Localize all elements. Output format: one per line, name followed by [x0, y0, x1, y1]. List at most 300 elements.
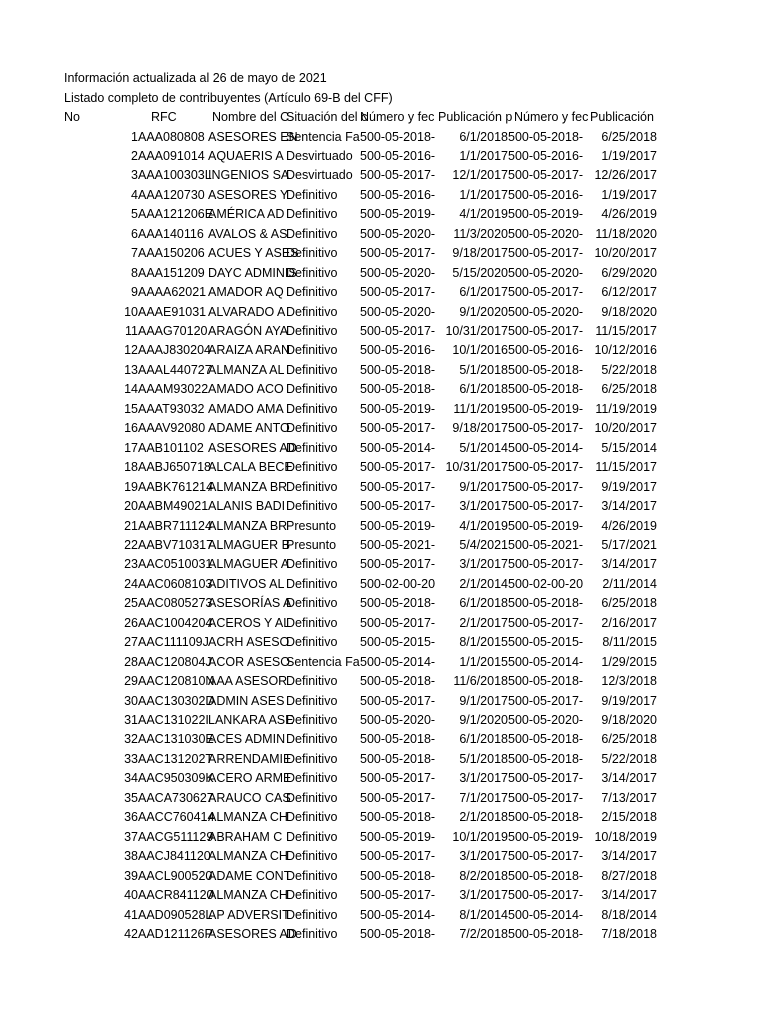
cell-situation: Definitivo — [286, 499, 338, 514]
header-publication: Publicación p — [438, 110, 513, 124]
cell-situation: Definitivo — [286, 751, 338, 766]
cell-name: ARAGÓN AYA — [208, 324, 289, 338]
cell-publication-2: 3/14/2017 — [601, 849, 657, 864]
cell-publication: 10/31/2017 — [445, 324, 508, 338]
table-row — [0, 166, 768, 185]
cell-publication: 10/1/2019 — [452, 829, 508, 844]
cell-publication: 3/1/2017 — [459, 557, 508, 572]
cell-num-date: 500-05-2017- — [360, 499, 436, 514]
cell-rfc: AAAJ830204 — [138, 343, 211, 358]
table-row — [0, 400, 768, 419]
cell-publication-2: 10/20/2017 — [594, 246, 657, 261]
cell-rfc: AAC131202T — [138, 751, 214, 766]
cell-rfc: AACR841120 — [138, 888, 214, 903]
header-name: Nombre del C — [212, 110, 290, 124]
cell-publication: 5/1/2018 — [459, 362, 508, 377]
cell-name: AMADO ACO — [208, 382, 284, 397]
cell-publication-2: 5/15/2014 — [601, 440, 657, 455]
cell-num-date-2: 500-02-00-20 — [508, 576, 584, 591]
cell-no: 15 — [124, 401, 138, 416]
cell-name: ASESORES Y — [208, 187, 289, 202]
cell-situation: Definitivo — [286, 907, 338, 922]
cell-rfc: AAC950309K — [138, 771, 214, 786]
cell-publication: 2/1/2017 — [459, 615, 508, 630]
cell-situation: Definitivo — [286, 440, 338, 455]
cell-no: 3 — [131, 168, 138, 183]
cell-rfc: AAAL440727 — [138, 362, 212, 377]
cell-num-date: 500-05-2019- — [360, 401, 436, 416]
cell-situation: Definitivo — [286, 576, 338, 591]
table-row — [0, 380, 768, 399]
cell-num-date-2: 500-05-2017- — [508, 888, 584, 903]
table-row — [0, 555, 768, 574]
cell-publication: 9/1/2017 — [459, 479, 508, 494]
cell-num-date-2: 500-05-2017- — [508, 771, 584, 786]
cell-rfc: AAAT93032 — [138, 401, 205, 416]
cell-num-date: 500-05-2020- — [360, 713, 436, 727]
cell-num-date-2: 500-05-2016- — [508, 148, 584, 163]
cell-num-date: 500-05-2018- — [360, 868, 436, 883]
cell-rfc: AAD090528L — [138, 907, 213, 922]
cell-num-date: 500-05-2017- — [360, 849, 436, 864]
cell-publication-2: 8/18/2014 — [601, 907, 657, 922]
cell-num-date: 500-05-2017- — [360, 888, 436, 903]
cell-num-date: 500-05-2019- — [360, 207, 436, 222]
cell-num-date-2: 500-05-2018- — [508, 362, 584, 377]
cell-no: 19 — [124, 479, 138, 494]
cell-publication-2: 2/16/2017 — [601, 615, 657, 630]
cell-no: 13 — [124, 362, 138, 377]
table-row — [0, 497, 768, 516]
cell-rfc: AAB101102 — [138, 440, 204, 455]
table-row — [0, 225, 768, 244]
cell-no: 16 — [124, 421, 138, 436]
cell-publication: 2/1/2018 — [459, 810, 508, 825]
cell-publication: 1/1/2015 — [459, 654, 508, 669]
cell-no: 21 — [124, 518, 138, 533]
cell-situation: Definitivo — [286, 246, 338, 261]
table-row — [0, 186, 768, 205]
cell-publication: 6/1/2018 — [459, 129, 508, 144]
cell-name: ACRH ASESO — [208, 635, 290, 650]
table-row — [0, 614, 768, 633]
table-row — [0, 419, 768, 438]
cell-num-date: 500-05-2018- — [360, 674, 436, 689]
cell-name: ACEROS Y AL — [208, 615, 291, 630]
cell-rfc: AAA091014 — [138, 148, 205, 163]
cell-situation: Desvirtuado — [286, 168, 353, 183]
cell-no: 27 — [124, 635, 138, 650]
cell-publication: 11/1/2019 — [453, 401, 508, 416]
cell-situation: Definitivo — [286, 674, 338, 689]
cell-name: ALMANZA BR — [208, 518, 288, 533]
cell-publication: 9/18/2017 — [452, 421, 508, 436]
cell-name: ALMANZA CH — [208, 810, 288, 825]
cell-publication: 5/1/2018 — [459, 751, 508, 766]
cell-name: ARAUCO CAS — [208, 790, 291, 805]
cell-no: 41 — [124, 907, 138, 922]
cell-rfc: AAC0805273 — [138, 596, 213, 611]
table-row — [0, 361, 768, 380]
cell-publication: 7/2/2018 — [459, 926, 508, 941]
cell-num-date-2: 500-05-2017- — [508, 168, 584, 183]
cell-situation: Definitivo — [286, 713, 338, 727]
cell-num-date: 500-05-2017- — [360, 615, 436, 630]
cell-no: 25 — [124, 596, 138, 611]
header-publication-2: Publicación — [590, 110, 654, 124]
cell-name: INGENIOS SA — [208, 168, 290, 183]
cell-publication-2: 6/25/2018 — [601, 732, 657, 747]
cell-no: 5 — [131, 207, 138, 222]
cell-publication: 8/2/2018 — [459, 868, 508, 883]
cell-situation: Definitivo — [286, 460, 338, 475]
cell-rfc: AABV710317 — [138, 537, 214, 552]
table-row — [0, 808, 768, 827]
table-row — [0, 517, 768, 536]
cell-rfc: AACL900520 — [138, 868, 213, 883]
table-row — [0, 886, 768, 905]
cell-rfc: AAC0510031 — [138, 557, 213, 572]
cell-publication-2: 9/18/2020 — [601, 713, 657, 727]
cell-name: AAA ASESOR — [208, 674, 288, 689]
cell-publication-2: 1/19/2017 — [601, 187, 657, 202]
cell-publication-2: 12/26/2017 — [594, 168, 657, 183]
cell-num-date: 500-05-2014- — [360, 440, 436, 455]
cell-publication-2: 7/13/2017 — [601, 790, 657, 805]
info-line: Información actualizada al 26 de mayo de 2021 — [64, 71, 327, 85]
cell-rfc: AAA120730 — [138, 187, 205, 202]
cell-num-date-2: 500-05-2020- — [508, 713, 584, 727]
cell-num-date-2: 500-05-2019- — [508, 829, 584, 844]
cell-no: 24 — [124, 576, 138, 591]
cell-publication-2: 2/15/2018 — [601, 810, 657, 825]
cell-num-date: 500-05-2017- — [360, 790, 436, 805]
cell-publication-2: 11/18/2020 — [595, 226, 657, 241]
cell-publication-2: 8/27/2018 — [601, 868, 657, 883]
header-no: No — [64, 110, 80, 124]
cell-rfc: AAAA62021 — [138, 285, 207, 300]
cell-num-date: 500-05-2018- — [360, 810, 436, 825]
cell-num-date-2: 500-05-2018- — [508, 129, 584, 144]
cell-publication-2: 10/20/2017 — [594, 421, 657, 436]
cell-rfc: AABK761214 — [138, 479, 214, 494]
cell-no: 40 — [124, 888, 138, 903]
cell-publication: 3/1/2017 — [459, 888, 508, 903]
cell-situation: Desvirtuado — [286, 148, 353, 163]
cell-no: 4 — [131, 187, 138, 202]
cell-num-date-2: 500-05-2016- — [508, 343, 584, 358]
cell-publication-2: 4/26/2019 — [601, 518, 657, 533]
cell-situation: Definitivo — [286, 557, 338, 572]
cell-num-date: 500-05-2018- — [360, 732, 436, 747]
cell-num-date-2: 500-05-2018- — [508, 751, 584, 766]
cell-name: ALMAGUER B — [208, 537, 290, 552]
cell-rfc: AAC120804J — [138, 654, 212, 669]
cell-name: ADMIN ASES — [208, 693, 285, 708]
table-row — [0, 730, 768, 749]
cell-situation: Definitivo — [286, 382, 338, 397]
cell-rfc: AAA121206E — [138, 207, 214, 222]
cell-rfc: AACA730627 — [138, 790, 214, 805]
cell-no: 20 — [124, 499, 138, 514]
cell-situation: Definitivo — [286, 771, 338, 786]
cell-rfc: AAAG70120 — [138, 324, 208, 338]
cell-num-date: 500-05-2014- — [360, 654, 436, 669]
cell-num-date-2: 500-05-2017- — [508, 849, 584, 864]
cell-publication-2: 3/14/2017 — [601, 771, 657, 786]
cell-num-date: 500-02-00-20 — [360, 576, 436, 591]
cell-publication-2: 5/17/2021 — [601, 537, 657, 552]
cell-situation: Definitivo — [286, 479, 338, 494]
cell-no: 22 — [124, 537, 138, 552]
cell-name: ASESORÍAS A — [208, 596, 292, 611]
cell-no: 12 — [124, 343, 138, 358]
cell-publication: 8/1/2015 — [459, 635, 508, 650]
cell-rfc: AACG511129 — [138, 829, 214, 844]
cell-num-date: 500-05-2017- — [360, 460, 436, 475]
cell-publication-2: 6/25/2018 — [601, 596, 657, 611]
cell-publication-2: 5/22/2018 — [601, 362, 657, 377]
cell-publication: 1/1/2017 — [459, 187, 508, 202]
cell-num-date-2: 500-05-2017- — [508, 324, 584, 338]
cell-num-date: 500-05-2016- — [360, 187, 436, 202]
cell-no: 1 — [131, 129, 138, 144]
cell-no: 10 — [124, 304, 138, 319]
cell-no: 39 — [124, 868, 138, 883]
cell-rfc: AAA150206 — [138, 246, 205, 261]
cell-situation: Definitivo — [286, 362, 338, 377]
table-row — [0, 925, 768, 944]
table-row — [0, 867, 768, 886]
cell-situation: Presunto — [286, 537, 337, 552]
cell-name: AP ADVERSIT — [208, 907, 290, 922]
cell-num-date: 500-05-2018- — [360, 751, 436, 766]
cell-name: DAYC ADMINIS — [208, 265, 297, 280]
cell-num-date: 500-05-2017- — [360, 421, 436, 436]
cell-num-date: 500-05-2018- — [360, 129, 436, 144]
table-row — [0, 847, 768, 866]
cell-name: ACOR ASESO — [208, 654, 290, 669]
header-num-date: Número y fec — [360, 110, 435, 124]
cell-situation: Definitivo — [286, 868, 338, 883]
cell-publication-2: 2/11/2014 — [602, 576, 657, 591]
cell-num-date-2: 500-05-2019- — [508, 207, 584, 222]
cell-publication-2: 11/15/2017 — [595, 324, 657, 338]
cell-num-date: 500-05-2018- — [360, 362, 436, 377]
cell-no: 32 — [124, 732, 138, 747]
cell-publication: 11/6/2018 — [453, 674, 508, 689]
cell-num-date-2: 500-05-2017- — [508, 557, 584, 572]
cell-publication: 6/1/2017 — [459, 285, 508, 300]
cell-publication: 5/15/2020 — [452, 265, 508, 280]
cell-publication: 6/1/2018 — [459, 596, 508, 611]
cell-publication: 7/1/2017 — [459, 790, 508, 805]
table-row — [0, 692, 768, 711]
cell-publication-2: 11/19/2019 — [595, 401, 657, 416]
table-row — [0, 439, 768, 458]
table-row — [0, 205, 768, 224]
cell-num-date-2: 500-05-2018- — [508, 926, 584, 941]
table-row — [0, 478, 768, 497]
table-row — [0, 575, 768, 594]
cell-name: ARAIZA ARAN — [208, 343, 290, 358]
cell-num-date: 500-05-2017- — [360, 285, 436, 300]
cell-no: 38 — [124, 849, 138, 864]
table-row — [0, 536, 768, 555]
cell-publication-2: 3/14/2017 — [601, 888, 657, 903]
cell-num-date-2: 500-05-2017- — [508, 615, 584, 630]
cell-num-date-2: 500-05-2014- — [508, 440, 584, 455]
cell-name: AMADOR AQ — [208, 285, 284, 300]
table-row — [0, 244, 768, 263]
cell-rfc: AABR711124 — [138, 518, 212, 533]
cell-publication-2: 7/18/2018 — [601, 926, 657, 941]
cell-situation: Definitivo — [286, 207, 338, 222]
cell-rfc: AAA100303L — [138, 168, 212, 183]
cell-num-date-2: 500-05-2014- — [508, 654, 584, 669]
cell-num-date-2: 500-05-2017- — [508, 421, 584, 436]
cell-num-date: 500-05-2016- — [360, 343, 436, 358]
cell-no: 9 — [131, 285, 138, 300]
cell-num-date: 500-05-2020- — [360, 265, 436, 280]
cell-publication-2: 9/19/2017 — [601, 693, 657, 708]
cell-num-date-2: 500-05-2018- — [508, 810, 584, 825]
table-row — [0, 906, 768, 925]
cell-situation: Definitivo — [286, 635, 338, 650]
cell-num-date: 500-05-2019- — [360, 518, 436, 533]
cell-num-date-2: 500-05-2017- — [508, 790, 584, 805]
cell-publication-2: 6/12/2017 — [601, 285, 657, 300]
cell-publication-2: 1/29/2015 — [601, 654, 657, 669]
cell-num-date-2: 500-05-2018- — [508, 732, 584, 747]
cell-publication-2: 10/18/2019 — [594, 829, 657, 844]
cell-no: 34 — [124, 771, 138, 786]
cell-publication: 9/1/2020 — [459, 304, 508, 319]
cell-num-date: 500-05-2017- — [360, 324, 436, 338]
cell-situation: Definitivo — [286, 324, 338, 338]
cell-name: ALMANZA CH — [208, 888, 288, 903]
cell-publication-2: 9/19/2017 — [601, 479, 657, 494]
cell-num-date: 500-05-2017- — [360, 557, 436, 572]
cell-num-date-2: 500-05-2017- — [508, 460, 584, 475]
cell-no: 35 — [124, 790, 138, 805]
cell-num-date-2: 500-05-2017- — [508, 246, 584, 261]
cell-num-date-2: 500-05-2015- — [508, 635, 584, 650]
cell-num-date: 500-05-2017- — [360, 246, 436, 261]
table-row — [0, 711, 768, 730]
cell-name: ALMANZA BR — [208, 479, 288, 494]
cell-num-date: 500-05-2017- — [360, 168, 436, 183]
cell-num-date: 500-05-2018- — [360, 596, 436, 611]
cell-num-date-2: 500-05-2016- — [508, 187, 584, 202]
cell-rfc: AAD121126P — [138, 926, 213, 941]
table-row — [0, 458, 768, 477]
cell-num-date-2: 500-05-2019- — [508, 518, 584, 533]
cell-publication: 11/3/2020 — [453, 226, 508, 241]
table-row — [0, 264, 768, 283]
cell-situation: Definitivo — [286, 732, 338, 747]
list-title: Listado completo de contribuyentes (Artículo 69-B del CFF) — [64, 91, 393, 105]
cell-no: 30 — [124, 693, 138, 708]
table-row — [0, 128, 768, 147]
cell-no: 23 — [124, 557, 138, 572]
cell-no: 33 — [124, 751, 138, 766]
cell-no: 11 — [125, 324, 138, 338]
cell-publication-2: 9/18/2020 — [601, 304, 657, 319]
cell-num-date: 500-05-2018- — [360, 926, 436, 941]
cell-publication-2: 1/19/2017 — [601, 148, 657, 163]
cell-rfc: AAC1004204 — [138, 615, 213, 630]
cell-name: AMADO AMA — [208, 401, 284, 416]
table-row — [0, 789, 768, 808]
cell-situation: Definitivo — [286, 187, 338, 202]
cell-rfc: AACC760414 — [138, 810, 215, 825]
table-row — [0, 341, 768, 360]
cell-name: AVALOS & AS — [208, 226, 288, 241]
cell-rfc: AAC111109J — [138, 635, 209, 650]
cell-rfc: AAAM93022 — [138, 382, 209, 397]
cell-no: 8 — [131, 265, 138, 280]
cell-num-date-2: 500-05-2020- — [508, 226, 584, 241]
cell-publication-2: 11/15/2017 — [595, 460, 657, 475]
cell-situation: Presunto — [286, 518, 337, 533]
cell-num-date: 500-05-2015- — [360, 635, 436, 650]
cell-num-date: 500-05-2016- — [360, 148, 436, 163]
cell-publication-2: 6/25/2018 — [601, 129, 657, 144]
cell-no: 2 — [131, 148, 138, 163]
cell-num-date-2: 500-05-2018- — [508, 868, 584, 883]
cell-no: 6 — [131, 226, 138, 241]
cell-name: ALMANZA CH — [208, 849, 288, 864]
cell-num-date-2: 500-05-2020- — [508, 304, 584, 319]
cell-rfc: AAA151209 — [138, 265, 205, 280]
header-num-date-2: Número y fec — [514, 110, 589, 124]
cell-publication: 9/1/2017 — [459, 693, 508, 708]
cell-publication: 3/1/2017 — [459, 771, 508, 786]
cell-publication: 5/1/2014 — [459, 440, 508, 455]
cell-rfc: AAC131030E — [138, 732, 214, 747]
cell-situation: Definitivo — [286, 285, 338, 300]
cell-publication-2: 4/26/2019 — [601, 207, 657, 222]
cell-publication: 8/1/2014 — [459, 907, 508, 922]
cell-situation: Definitivo — [286, 849, 338, 864]
cell-rfc: AABJ650718 — [138, 460, 211, 475]
cell-situation: Sentencia Fa — [286, 654, 360, 669]
cell-situation: Definitivo — [286, 615, 338, 630]
table-row — [0, 653, 768, 672]
cell-name: ASESORES EN — [208, 129, 298, 144]
cell-name: ADAME CONT — [208, 868, 292, 883]
cell-no: 26 — [124, 615, 138, 630]
cell-num-date: 500-05-2018- — [360, 382, 436, 397]
cell-num-date-2: 500-05-2014- — [508, 907, 584, 922]
cell-name: ADITIVOS AL — [208, 576, 285, 591]
cell-publication: 10/1/2016 — [452, 343, 508, 358]
cell-situation: Definitivo — [286, 421, 338, 436]
cell-num-date-2: 500-05-2017- — [508, 693, 584, 708]
cell-publication-2: 10/12/2016 — [594, 343, 657, 358]
cell-num-date-2: 500-05-2020- — [508, 265, 584, 280]
cell-name: ACERO ARME — [208, 771, 292, 786]
cell-situation: Definitivo — [286, 888, 338, 903]
cell-publication-2: 12/3/2018 — [601, 674, 657, 689]
cell-situation: Definitivo — [286, 343, 338, 358]
cell-publication-2: 5/22/2018 — [601, 751, 657, 766]
cell-publication: 4/1/2019 — [459, 518, 508, 533]
cell-rfc: AAC0608103 — [138, 576, 213, 591]
cell-no: 29 — [124, 674, 138, 689]
cell-publication-2: 6/29/2020 — [601, 265, 657, 280]
